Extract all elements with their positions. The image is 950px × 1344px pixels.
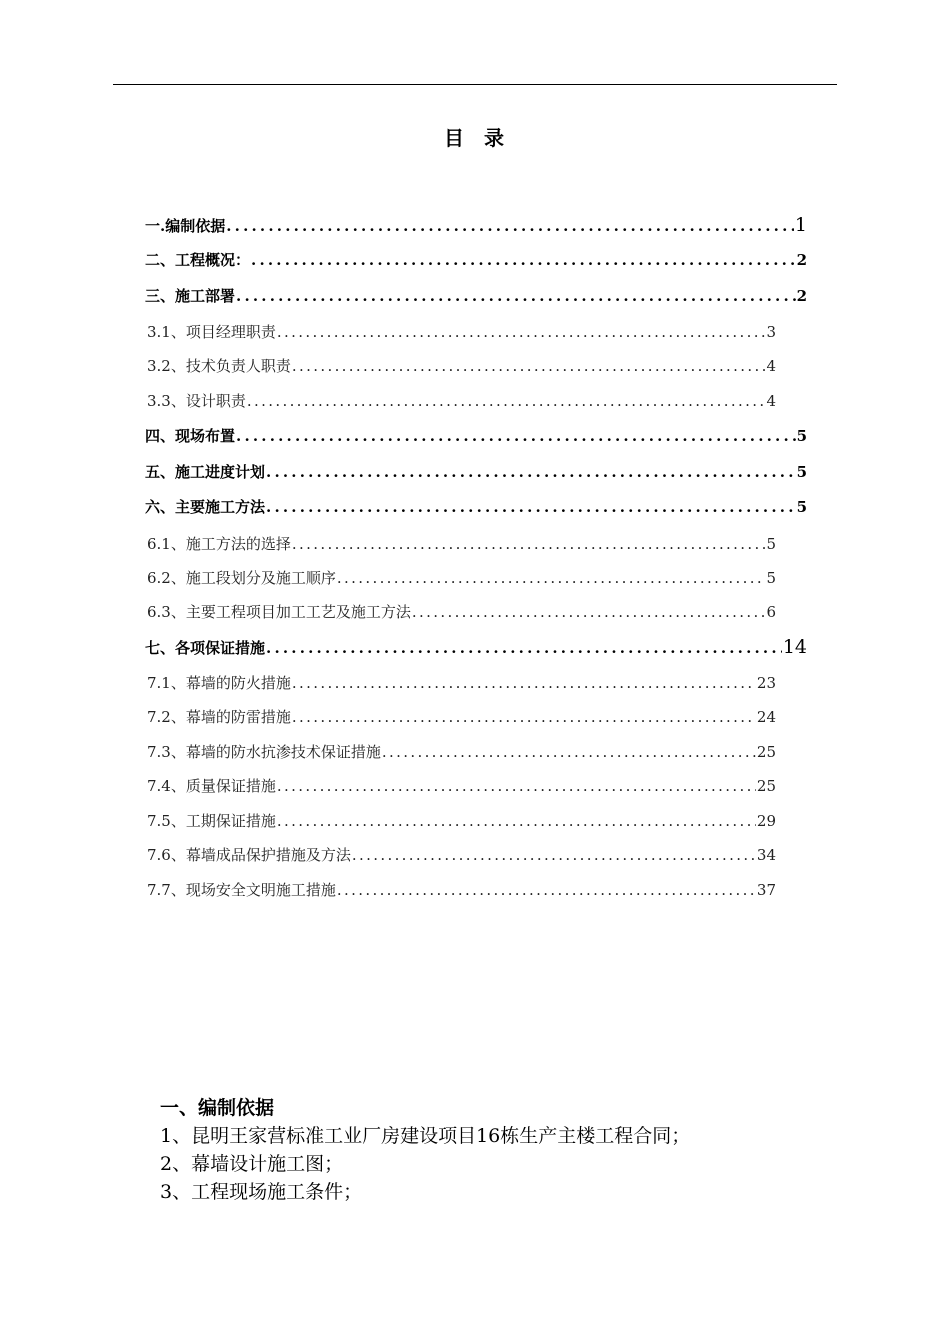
toc-entry[interactable] xyxy=(147,844,776,865)
toc-entry[interactable] xyxy=(147,706,776,727)
toc-leader-dots xyxy=(277,812,756,830)
toc-entry-page: 4 xyxy=(766,392,776,410)
toc-entry[interactable] xyxy=(145,214,807,236)
toc-entry[interactable] xyxy=(145,249,807,270)
toc-entry[interactable] xyxy=(147,741,776,762)
toc-entry-page: 34 xyxy=(756,846,776,864)
toc-entry-page: 29 xyxy=(756,812,776,830)
toc-title-right: 录 xyxy=(484,126,506,150)
toc-entry[interactable] xyxy=(147,567,776,588)
toc-entry-label: 7.7、现场安全文明施工措施 xyxy=(147,881,336,899)
toc-leader-dots xyxy=(292,357,766,375)
toc-entry-label: 四、现场布置 xyxy=(145,427,236,445)
toc-leader-dots xyxy=(266,498,796,516)
toc-entry-page: 23 xyxy=(756,674,776,692)
toc-leader-dots xyxy=(292,674,756,692)
toc-leader-dots xyxy=(352,846,756,864)
toc-entry[interactable] xyxy=(147,533,776,554)
toc-leader-dots xyxy=(292,708,756,726)
basis-item-3: 3、工程现场施工条件； xyxy=(160,1181,363,1203)
toc-entry-label: 3.2、技术负责人职责 xyxy=(147,357,291,375)
toc-entry[interactable] xyxy=(145,496,807,517)
toc-entry-label: 3.1、项目经理职责 xyxy=(147,323,276,341)
toc-leader-dots xyxy=(292,535,766,553)
toc-entry-label: 7.5、工期保证措施 xyxy=(147,812,276,830)
toc-entry[interactable] xyxy=(147,390,776,411)
basis-item-2: 2、幕墙设计施工图； xyxy=(160,1153,344,1175)
toc-entry[interactable] xyxy=(147,775,776,796)
toc-entry-page: 5 xyxy=(796,498,807,516)
toc-entry[interactable] xyxy=(147,879,776,900)
toc-leader-dots xyxy=(382,743,756,761)
toc-entry[interactable] xyxy=(147,355,776,376)
toc-entry[interactable] xyxy=(145,425,807,446)
section-basis xyxy=(160,1094,860,1206)
toc-entry[interactable] xyxy=(147,810,776,831)
toc-entry-page: 4 xyxy=(766,357,776,375)
toc-leader-dots xyxy=(412,603,766,621)
toc-entry-page: 5 xyxy=(796,427,807,445)
toc-entry-page: 25 xyxy=(756,743,776,761)
toc-leader-dots xyxy=(266,463,796,481)
toc-entry[interactable] xyxy=(147,672,776,693)
toc-entry-page: 37 xyxy=(756,881,776,899)
toc-entry-label: 6.3、主要工程项目加工工艺及施工方法 xyxy=(147,603,411,621)
toc-leader-dots xyxy=(251,251,796,269)
toc-leader-dots xyxy=(337,881,756,899)
toc-leader-dots xyxy=(247,392,766,410)
toc-entry-label: 六、主要施工方法 xyxy=(145,498,266,516)
toc-leader-dots xyxy=(236,287,796,305)
toc-entry-page: 6 xyxy=(766,603,776,621)
toc-entry-label: 3.3、设计职责 xyxy=(147,392,246,410)
toc-entry-label: 6.1、施工方法的选择 xyxy=(147,535,291,553)
toc-leader-dots xyxy=(266,639,782,657)
toc-entry[interactable] xyxy=(145,285,807,306)
toc-entry-label: 7.6、幕墙成品保护措施及方法 xyxy=(147,846,351,864)
toc-leader-dots xyxy=(236,427,796,445)
toc-entry-page: 2 xyxy=(796,287,807,305)
section-heading: 一、编制依据 xyxy=(160,1097,275,1119)
toc-entry-page: 5 xyxy=(766,569,776,587)
toc-entry-page: 25 xyxy=(756,777,776,795)
toc-entry-page: 1 xyxy=(794,214,807,236)
toc-entry-label: 一.编制依据 xyxy=(145,217,226,235)
toc-entry-label: 7.1、幕墙的防火措施 xyxy=(147,674,291,692)
toc-entry[interactable] xyxy=(147,601,776,622)
toc-leader-dots xyxy=(337,569,766,587)
toc-leader-dots xyxy=(277,777,756,795)
toc-entry-label: 七、各项保证措施 xyxy=(145,639,266,657)
toc-entry-label: 6.2、施工段划分及施工顺序 xyxy=(147,569,336,587)
toc-entry-label: 三、施工部署 xyxy=(145,287,236,305)
toc-entry-page: 24 xyxy=(756,708,776,726)
toc-entry-label: 二、工程概况： xyxy=(145,251,251,269)
toc-entry[interactable] xyxy=(145,636,807,658)
toc-entry-page: 3 xyxy=(766,323,776,341)
toc-entry-page: 2 xyxy=(796,251,807,269)
toc-entry-label: 五、施工进度计划 xyxy=(145,463,266,481)
basis-item-1: 1、昆明王家营标准工业厂房建设项目16栋生产主楼工程合同； xyxy=(160,1125,691,1147)
toc-leader-dots xyxy=(226,217,794,235)
toc-entry[interactable] xyxy=(147,321,776,342)
toc-title-left: 目 xyxy=(444,126,466,150)
toc-entry-label: 7.3、幕墙的防水抗渗技术保证措施 xyxy=(147,743,381,761)
toc-entry-label: 7.4、质量保证措施 xyxy=(147,777,276,795)
toc-entry-page: 5 xyxy=(796,463,807,481)
toc-leader-dots xyxy=(277,323,766,341)
toc-entry[interactable] xyxy=(145,461,807,482)
toc-entry-page: 14 xyxy=(782,636,807,658)
toc-entry-label: 7.2、幕墙的防雷措施 xyxy=(147,708,291,726)
toc-entry-page: 5 xyxy=(766,535,776,553)
